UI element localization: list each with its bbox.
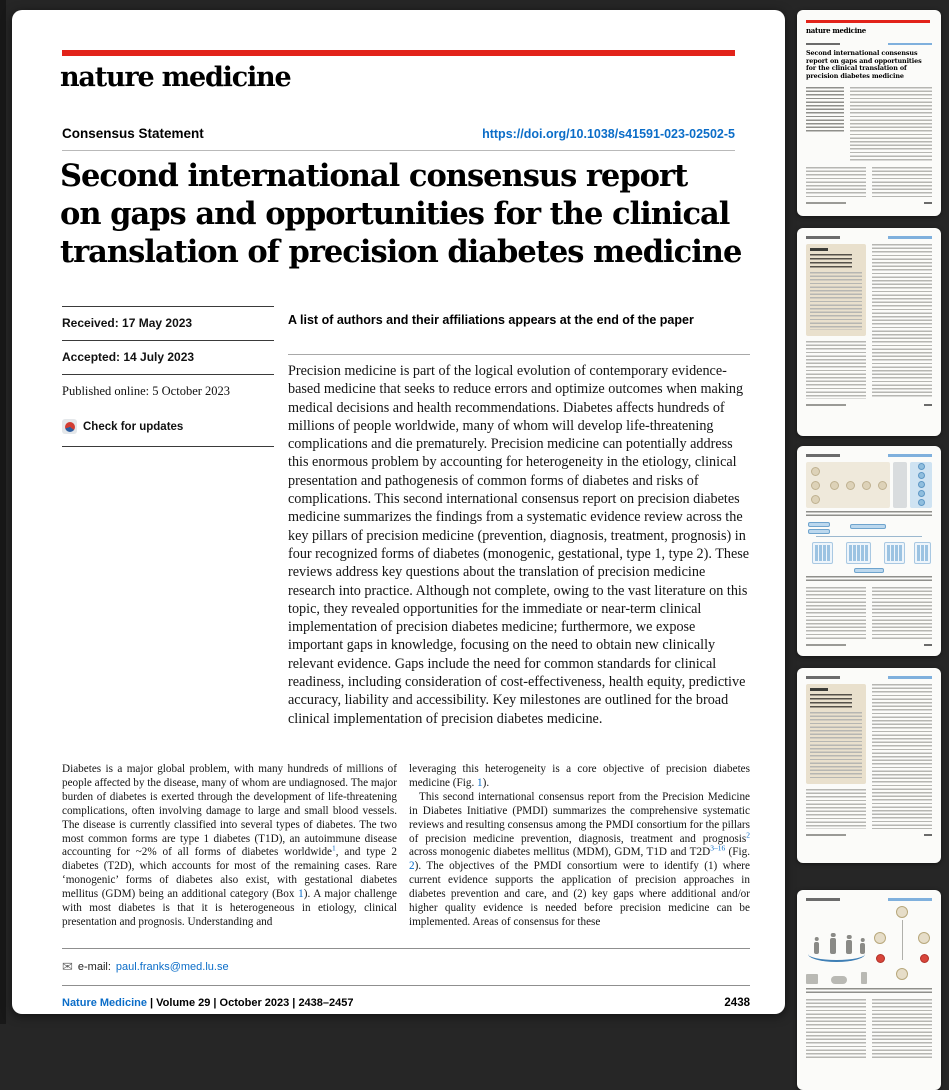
box-1-panel [806,244,866,336]
fig-1-link[interactable]: 1 [477,776,483,789]
thumb-meta-abstract [806,87,932,161]
body-column-left [62,763,397,930]
thumb-footer [806,202,932,204]
fig-2-link[interactable]: 2 [409,860,415,873]
check-for-updates-label: Check for updates [83,420,184,433]
page-thumbnail-3[interactable] [797,446,941,656]
journal-logo: nature medicine [60,62,291,93]
article-type-label: Consensus Statement [62,126,204,141]
crossmark-icon [62,419,77,434]
journal-name-link[interactable]: Nature Medicine [62,997,147,1009]
thumb-header [806,43,932,46]
divider [62,948,750,949]
page-thumbnail-1[interactable] [797,10,941,216]
divider [62,150,735,151]
thumb-header [806,676,932,679]
body-text: Diabetes is a major global problem, with many hundreds of millions of people affected by the disease, many of whom are undiagnosed. The major burden of diabetes is exerted through the development of life-threatening complications, often involving damage to large and small blood vessels. The disease is currently classified into several types of diabetes. The two most common forms are type 1 diabetes (T1D), an autoimmune disease accounting for ~2% of all forms of diabetes worldwide [62,763,397,859]
thumb-red-bar [806,20,930,23]
body-text: This second international consensus report from the Precision Medicine in Diabetes Initiative (PMDI) summarizes the comprehensive systematic reviews and resulting consensus among the PMDI consortium for the pillars of precision medicine prevention, diagnosis, treatment and prognosis [409,790,750,845]
thumbnail-sidebar [785,0,949,1024]
title-line-3: translation of precision diabetes medicine [60,234,742,270]
article-history [62,306,274,447]
thumb-header [806,898,932,901]
life-course-figure [806,906,867,984]
thumb-footer [806,404,932,406]
figure-2-thumbnail [806,522,932,574]
window-edge [0,0,6,1024]
body-text: across monogenic diabetes mellitus (MDM), GDM, T1D and T2D [409,846,711,859]
figure-3-thumbnail [806,906,932,984]
figure-2-caption [806,576,932,582]
citation-ref-2[interactable]: 2 [746,829,750,839]
figure-1-caption [806,511,932,517]
figure-1-thumbnail [806,462,932,508]
page-thumbnail-5[interactable] [797,890,941,1090]
citation-line [62,997,354,1009]
corresponding-author-email-link[interactable]: paul.franks@med.lu.se [115,960,229,973]
check-for-updates-button[interactable] [62,409,274,446]
network-figure [872,906,933,984]
thumb-box2-columns [806,684,932,829]
box-2-panel [806,684,866,784]
title-line-2: on gaps and opportunities for the clinical [60,196,730,232]
published-date: Published online: 5 October 2023 [62,384,231,398]
received-date: Received: 17 May 2023 [62,316,193,330]
thumb-box1-columns [806,244,932,399]
email-label: e-mail: [77,960,111,973]
body-column-right [409,763,750,930]
envelope-icon: ✉ [62,959,73,974]
nature-red-bar [62,50,735,56]
title-line-1: Second international consensus report [60,158,688,194]
body-text: (Fig. [725,846,750,859]
body-text: , and type 2 diabetes (T2D), which accounts for most of the remaining cases. Rare ‘monogenic’ forms of diabetes also exist, with gestational diabetes mellitus (GDM) being an additional category (Box [62,846,398,901]
thumb-journal-logo: nature medicine [806,25,866,35]
thumb-body-columns [806,999,932,1059]
document-page-1 [12,10,785,1014]
page-thumbnail-2[interactable] [797,228,941,436]
figure-caption [806,988,932,994]
page-thumbnail-4[interactable] [797,668,941,863]
paper-title [60,157,750,271]
divider [62,985,750,986]
thumb-body-columns [806,587,932,639]
abstract: Precision medicine is part of the logical evolution of contemporary evidence-based medicine that seeks to reduce errors and optimize outcomes when making medical decisions and health recommendations. Diabetes affects hundreds of millions of people worldwide, many of whom will develop life-threatening complications and die prematurely. Precision medicine can potentially address this enormous problem by accounting for heterogeneity in the etiology, clinical presentation and pathogenesis of common forms of diabetes and risks of complications. This second international consensus report on precision diabetes medicine summarizes the findings from a systematic evidence review across the key pillars of precision medicine (prevention, diagnosis, treatment, prognosis) in four recognized forms of diabetes (monogenic, gestational, type 1, type 2). These reviews address key questions about the translation of precision medicine research into practice. Although not complete, owing to the vast literature on this topic, they revealed opportunities for the immediate or near-term clinical implementation of precision diabetes medicine; furthermore, we expose important gaps in knowledge, focusing on the need to obtain new clinically relevant evidence. Gaps include the need for common standards for clinical readiness, including consideration of cost-effectiveness, health equity, predictive accuracy, liability and accessibility. Key milestones are outlined for the broad clinical implementation of precision diabetes medicine. [288,363,750,727]
body-text: ). The objectives of the PMDI consortium were to identify (1) where current evidence supports the application of precision approaches in diabetes prevention and care, and (2) key gaps where additional and/or higher quality evidence is needed before precision medicine can be implemented. Areas of consensus for these [409,860,750,928]
issue-info: | Volume 29 | October 2023 | 2438–2457 [146,997,354,1009]
box-1-link[interactable]: 1 [298,888,304,901]
thumb-footer [806,834,932,836]
divider [288,354,750,355]
thumb-title: Second international consensus report on gaps and opportunities for the clinical translation of precision diabetes medicine [806,49,922,80]
citation-ref-3-16[interactable]: 3–16 [710,843,726,853]
body-text: ). [482,776,490,789]
doi-link[interactable]: https://doi.org/10.1038/s41591-023-02502-5 [482,127,735,141]
thumb-header [806,236,932,239]
authors-note: A list of authors and their affiliations appears at the end of the paper [288,313,694,327]
page-footer [62,997,750,1009]
citation-ref-1[interactable]: 1 [332,843,336,853]
accepted-date: Accepted: 14 July 2023 [62,350,195,364]
body-text: ). A major challenge with most diabetes is that it is heterogeneous in etiology, clinical presentation and prognosis. Understanding and [62,888,397,928]
page-number: 2438 [724,997,750,1009]
thumb-footer [806,644,932,646]
thumb-header [806,454,932,457]
thumb-body-columns [806,167,932,197]
body-text: leveraging this heterogeneity is a core objective of precision diabetes medicine (Fig. [409,763,750,789]
